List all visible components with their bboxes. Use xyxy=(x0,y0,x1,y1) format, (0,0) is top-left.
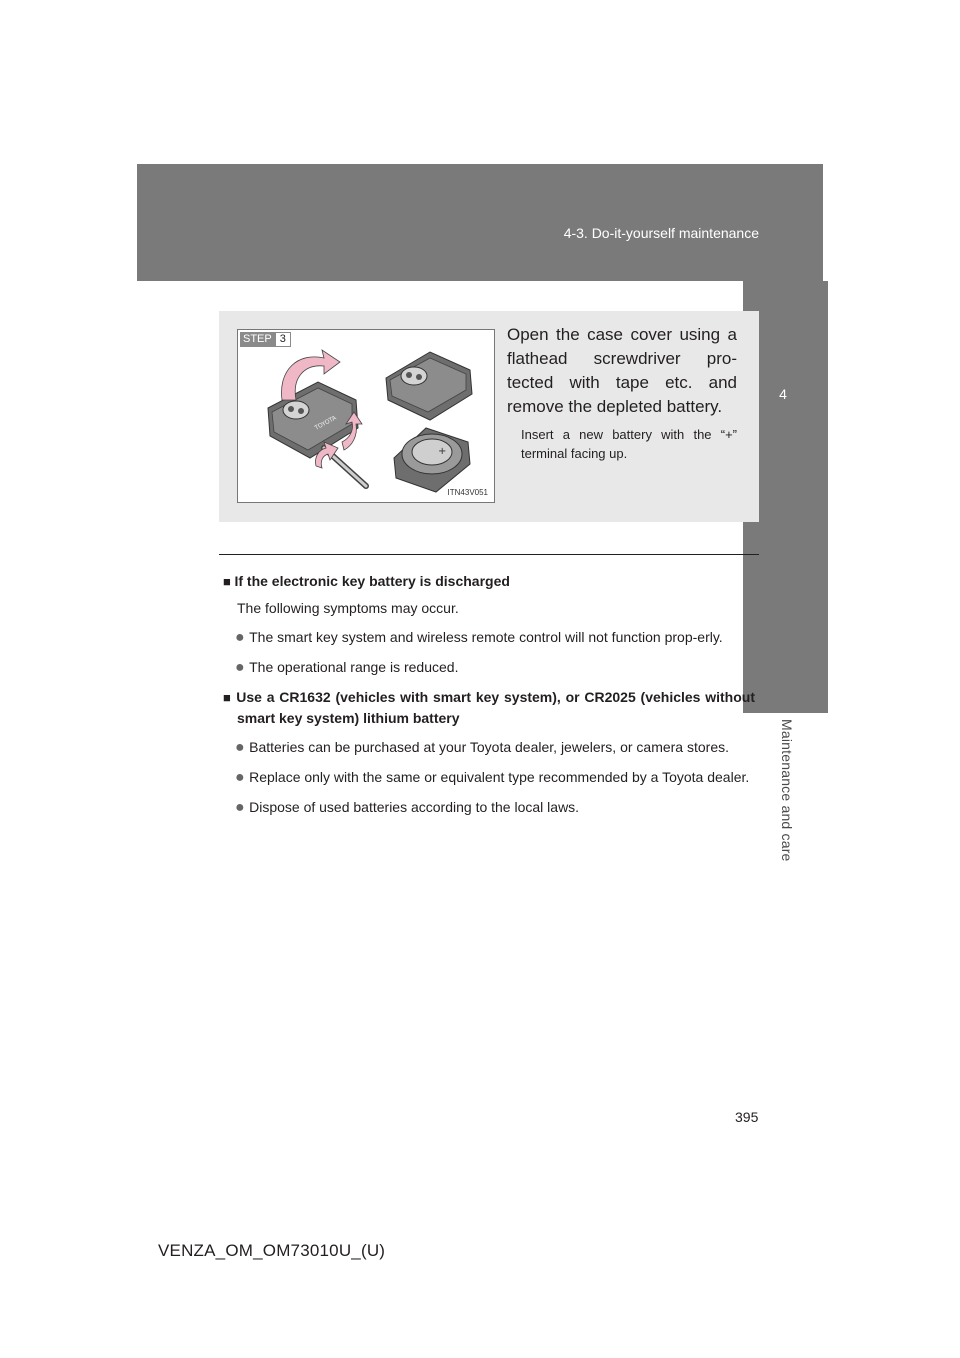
chapter-label-tab xyxy=(743,713,828,883)
list-item xyxy=(223,657,755,678)
square-bullet-icon: ■ xyxy=(223,574,235,589)
section-title: 4-3. Do-it-yourself maintenance xyxy=(563,225,759,241)
svg-text:+: + xyxy=(438,446,447,457)
section-heading xyxy=(223,687,755,728)
list-item xyxy=(223,737,755,758)
step-box xyxy=(219,311,759,522)
section-heading-text: If the electronic key battery is discharged xyxy=(234,573,510,589)
circle-bullet-icon: ● xyxy=(235,799,250,816)
step-note: Insert a new battery with the “+” terminal facing up. xyxy=(521,427,737,461)
body-text xyxy=(223,571,755,818)
circle-bullet-icon: ● xyxy=(235,739,250,756)
step-instruction: Open the case cover using a flathead screwdriver pro-tected with tape etc. and remove the depleted battery. xyxy=(507,325,737,416)
figure-code: ITN43V051 xyxy=(447,488,488,497)
section-divider xyxy=(219,554,759,555)
list-item-text: Replace only with the same or equivalent type recommended by a Toyota dealer. xyxy=(249,769,750,785)
section-intro: The following symptoms may occur. xyxy=(237,600,459,616)
svg-text:TOYOTA: TOYOTA xyxy=(313,414,338,432)
chapter-label: Maintenance and care xyxy=(779,719,795,862)
list-item-text: Dispose of used batteries according to the local laws. xyxy=(249,799,580,815)
key-battery-illustration xyxy=(237,329,495,503)
circle-bullet-icon: ● xyxy=(235,769,250,786)
section-heading-text: Use a CR1632 (vehicles with smart key system), or CR2025 (vehicles without smart key system) lithium battery xyxy=(236,689,755,726)
key-fob-right xyxy=(386,352,472,420)
open-case-battery xyxy=(394,428,470,492)
step-number: 3 xyxy=(275,332,291,347)
list-item-text: Batteries can be purchased at your Toyota dealer, jewelers, or camera stores. xyxy=(249,739,729,755)
circle-bullet-icon: ● xyxy=(235,629,250,646)
header-band xyxy=(137,164,823,281)
document-code: VENZA_OM_OM73010U_(U) xyxy=(158,1241,386,1260)
list-item-text: The smart key system and wireless remote control will not function prop-erly. xyxy=(249,629,723,645)
section-heading xyxy=(223,571,755,592)
step-badge xyxy=(240,332,291,347)
chapter-number: 4 xyxy=(779,386,787,402)
square-bullet-icon: ■ xyxy=(223,690,237,705)
list-item xyxy=(223,627,755,648)
list-item-text: The operational range is reduced. xyxy=(249,659,459,675)
list-item xyxy=(223,797,755,818)
circle-bullet-icon: ● xyxy=(235,659,250,676)
list-item xyxy=(223,767,755,788)
page-number: 395 xyxy=(735,1109,759,1125)
key-illustration-drawing xyxy=(238,330,494,502)
step-label: STEP xyxy=(240,332,275,347)
